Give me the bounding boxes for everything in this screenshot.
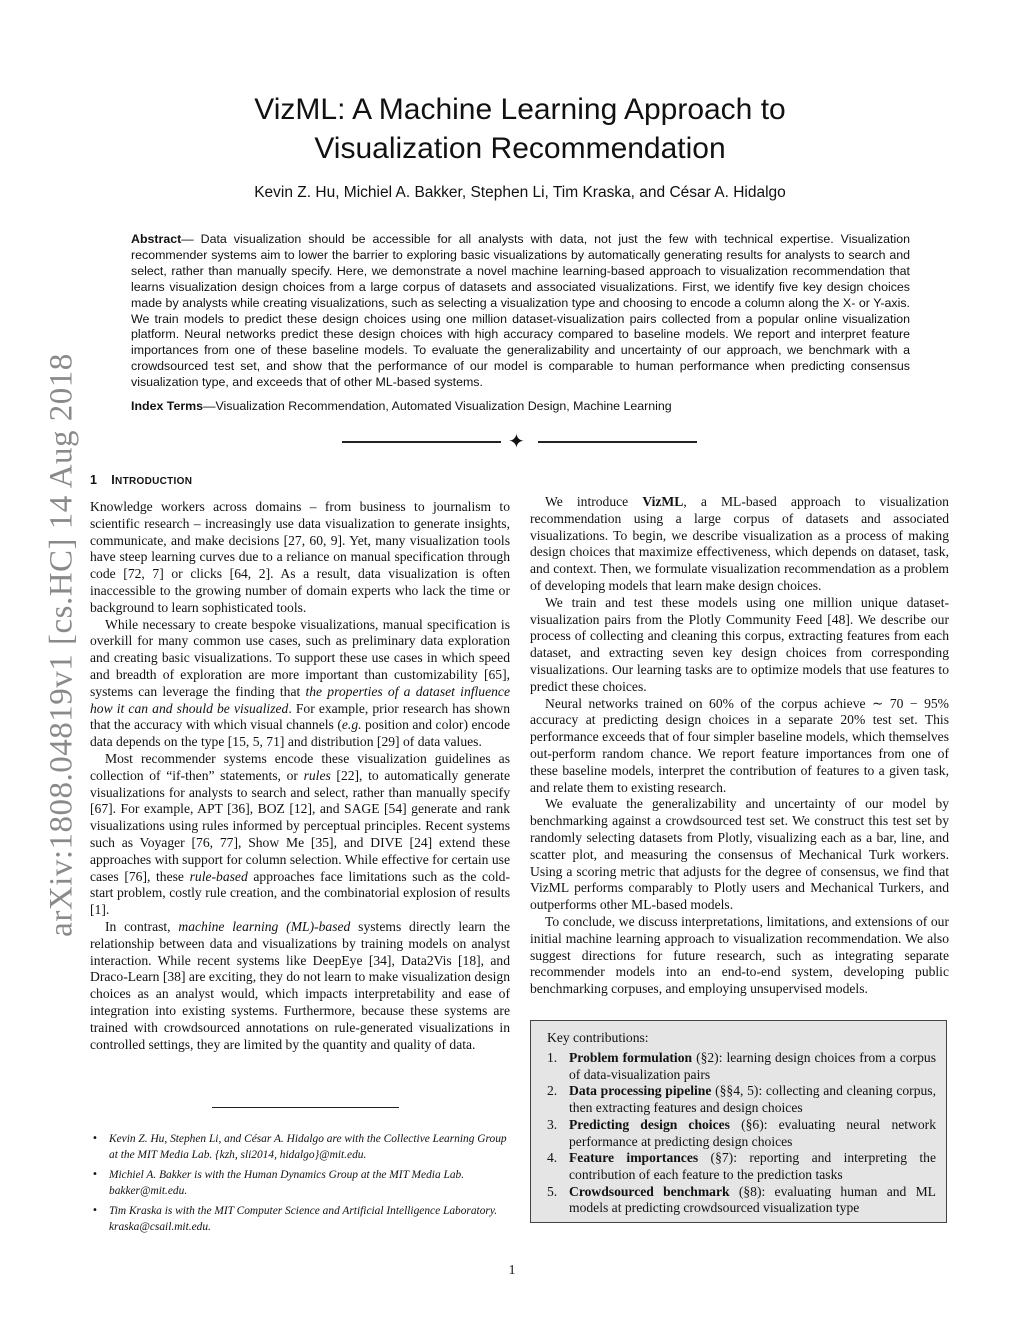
- key-contributions-list: [547, 1050, 936, 1217]
- contribution-text: (§8): evaluating human and ML models at predicting crowdsourced visualization type: [569, 1183, 936, 1216]
- contribution-item: [547, 1184, 936, 1217]
- divider-line-right: [538, 441, 697, 443]
- abstract: [131, 232, 910, 391]
- intro-paragraph-1: Knowledge workers across domains – from business to journalism to scientific research – increasingly use data visualization to generate insights, communicate, and make decisions [27, 60, 9]. Yet, many visualization tools have steep learning curves due to a reliance on manual specification through code [72, 7] or clicks [64, 2]. As a result, data visualization is often inaccessible to the growing number of domain experts who lack the time or background to learn sophisticated tools.: [90, 499, 510, 615]
- right-p1-part-a: We introduce: [545, 494, 643, 509]
- right-paragraph-4: We evaluate the generalizability and uncertainty of our model by benchmarking against a crowdsourced test set. We construct this test set by randomly selecting datasets from Plotly, visualizing each as a bar, line, and scatter plot, and measuring the consensus of Mechanical Turk workers. Using a scoring metric that adjusts for the degree of consensus, we find that VizML performs comparably to Plotly users and Mechanical Turkers, and outperforms other ML-based models.: [530, 796, 949, 913]
- contribution-heading: Problem formulation: [569, 1050, 693, 1065]
- contribution-item: [547, 1083, 936, 1116]
- author-list: Kevin Z. Hu, Michiel A. Bakker, Stephen Li, Tim Kraska, and César A. Hidalgo: [254, 184, 786, 201]
- intro-p2-part-e: position and color) encode data depends on the type [15, 5, 71] and distribution [29] of data values.: [90, 717, 511, 750]
- footnote-text: Michiel A. Bakker is with the Human Dynamics Group at the MIT Media Lab. bakker@mit.edu.: [109, 1169, 465, 1197]
- intro-paragraph-3: [90, 751, 510, 919]
- section-heading-introduction: [90, 473, 510, 487]
- intro-p3-part-e: approaches face limitations such as the cold-start problem, costly rule creation, and the combinatorial explosion of results [1].: [90, 868, 510, 918]
- right-paragraph-2: We train and test these models using one million unique dataset-visualization pairs from the Plotly Community Feed [48]. We describe our process of collecting and cleaning this corpus, extracting features from each dataset, and extracting seven key design choices from corresponding visualizations. Our learning tasks are to optimize models that use features to predict these choices.: [530, 594, 949, 694]
- intro-p3-part-c: [22], to automatically generate visualizations for analysts to search and select, rather than manually specify [67]. For example, APT [36], BOZ [12], and SAGE [54] generate and rank visualizations using rules informed by perceptual principles. Recent systems such as Voyager [76, 77], Show Me [35], and DIVE [24] extend these approaches with support for column selection. While effective for certain use cases [76], these: [90, 767, 510, 884]
- intro-p4-part-c: systems directly learn the relationship between data and visualizations by training models on analyst interaction. While recent systems like DeepEye [34], Data2Vis [18], and Draco-Learn [38] are exciting, they do not learn to make visualization design choices as an analyst would, which impacts interpretability and ease of integration into existing systems. Furthermore, because these systems are trained with crowdsourced annotations on rule-generated visualizations in controlled settings, they are limited by the quantity and quality of data.: [90, 918, 510, 1052]
- contribution-text: (§6): evaluating neural network performance at predicting design choices: [569, 1116, 936, 1149]
- intro-p3-rules: rules: [303, 767, 331, 783]
- footnote-item: [92, 1167, 512, 1199]
- page-number: 1: [508, 1262, 516, 1277]
- contribution-text: (§2): learning design choices from a corpus of data-visualization pairs: [569, 1050, 936, 1082]
- key-contributions-title: Key contributions:: [547, 1030, 649, 1045]
- right-p1-part-c: , a ML-based approach to visualization recommendation using a large corpus of datasets and associated visualizations. To begin, we describe visualization as a process of making design choices that maximize effectiveness, which depends on dataset, task, and context. Then, we formulate visualization recommendation as a problem of developing models that learn make design choices.: [530, 494, 949, 593]
- arxiv-stamp-text: arXiv:1808.04819v1 [cs.HC] 14 Aug 2018: [43, 353, 80, 937]
- contribution-heading: Crowdsourced benchmark: [569, 1183, 730, 1199]
- index-terms-text: —Visualization Recommendation, Automated Visualization Design, Machine Learning: [203, 399, 672, 413]
- footnote-text: Kevin Z. Hu, Stephen Li, and César A. Hidalgo are with the Collective Learning Group at the MIT Media Lab. {kzh, sli2014, hidalgo}@mit.edu.: [109, 1133, 507, 1161]
- bullet-icon: •: [92, 1133, 98, 1144]
- right-column: [530, 494, 949, 998]
- intro-p3-part-a: Most recommender systems encode these visualization guidelines as collection of “if-then” statements, or: [90, 750, 510, 783]
- footnote-item: [92, 1131, 512, 1163]
- contribution-number: 2.: [547, 1083, 558, 1099]
- intro-p2-emphasis: the properties of a dataset influence how it can and should be visualized: [90, 683, 510, 716]
- contribution-heading: Data processing pipeline: [569, 1083, 712, 1099]
- divider-star-icon: ✦: [508, 429, 525, 453]
- intro-p2-eg: e.g.: [341, 717, 362, 733]
- contribution-item: [547, 1050, 936, 1083]
- contribution-text: (§7): reporting and interpreting the contribution of each feature to the prediction tasks: [569, 1150, 936, 1182]
- abstract-text: — Data visualization should be accessible for all analysts with data, not just the few with technical expertise. Visualization recommender systems aim to lower the barrier to exploring basic visualizations by automatically generating results for analysts to search and select, rather than manually specify. Here, we demonstrate a novel machine learning-based approach to visualization recommendation that learns visualization design choices from a large corpus of datasets and associated visualizations. First, we identify five key design choices made by analysts while creating visualizations, such as selecting a visualization type and choosing to encode a column along the X- or Y-axis. We train models to predict these design choices using one million dataset-visualization pairs collected from a popular online visualization platform. Neural networks predict these design choices with high accuracy compared to baseline models. We report and interpret feature importances from one of these baseline models. To evaluate the generalizability and uncertainty of our approach, we benchmark with a crowdsourced test set, and show that the performance of our model is comparable to human performance when predicting consensus visualization type, and exceeds that of other ML-based systems.: [131, 232, 910, 390]
- section-divider: [340, 429, 700, 453]
- index-terms: [131, 399, 910, 413]
- footnotes: [92, 1131, 512, 1239]
- contribution-number: 4.: [547, 1150, 558, 1166]
- contribution-heading: Predicting design choices: [569, 1116, 730, 1132]
- paper-title: [160, 90, 880, 168]
- contribution-text: (§§4, 5): collecting and cleaning corpus, then extracting features and design choices: [569, 1083, 936, 1116]
- divider-line-left: [342, 441, 501, 443]
- section-title-rest: NTRODUCTION: [115, 476, 193, 487]
- intro-paragraph-4: [90, 919, 510, 1053]
- left-column: [90, 473, 510, 1053]
- intro-p2-part-a: While necessary to create bespoke visualizations, manual specification is overkill for many common use cases, such as preliminary data exploration and creating basic visualizations. To support these use cases in which speed and breadth of exploration are more important than customizability [65], systems can leverage the finding that: [90, 616, 510, 699]
- right-paragraph-5: To conclude, we discuss interpretations, limitations, and extensions of our initial machine learning approach to visualization recommendation. We also suggest directions for future research, such as integrating separate recommender models into an end-to-end system, developing public benchmarking corpuses, and employing unsupervised models.: [530, 913, 949, 997]
- abstract-label: Abstract: [131, 232, 182, 246]
- footnote-rule: [212, 1107, 399, 1108]
- right-paragraph-1: [530, 494, 949, 595]
- contribution-item: [547, 1117, 936, 1150]
- contribution-item: [547, 1150, 936, 1183]
- title-line-1: VizML: A Machine Learning Approach to: [254, 93, 786, 126]
- bullet-icon: •: [92, 1205, 98, 1216]
- intro-paragraph-2: [90, 617, 510, 751]
- contribution-number: 1.: [547, 1050, 558, 1065]
- intro-p4-ml-based: machine learning (ML)-based: [178, 918, 351, 934]
- bullet-icon: •: [92, 1169, 98, 1180]
- footnote-item: [92, 1203, 512, 1235]
- contribution-number: 5.: [547, 1183, 558, 1199]
- intro-p4-part-a: In contrast,: [105, 918, 179, 934]
- index-terms-label: Index Terms: [131, 399, 204, 413]
- intro-p2-part-c: . For example, prior research has shown that the accuracy with which visual channels (: [90, 700, 511, 733]
- key-contributions-box: [530, 1020, 947, 1223]
- contribution-number: 3.: [547, 1116, 558, 1132]
- contribution-heading: Feature importances: [569, 1150, 699, 1166]
- section-number: 1: [90, 473, 98, 487]
- title-line-2: Visualization Recommendation: [314, 132, 726, 165]
- section-title-initial: I: [111, 473, 116, 487]
- intro-p3-rule-based: rule-based: [189, 868, 248, 884]
- vizml-name: VizML: [642, 494, 684, 509]
- right-paragraph-3: Neural networks trained on 60% of the corpus achieve ∼ 70 − 95% accuracy at predicting design choices in a separate 20% test set. This performance exceeds that of four simpler baseline models, which themselves out-perform random chance. We report feature importances from one of these baseline models, interpret the contribution of features to a given task, and relate them to existing research.: [530, 695, 949, 795]
- footnote-text: Tim Kraska is with the MIT Computer Science and Artificial Intelligence Laboratory. kraska@csail.mit.edu.: [109, 1205, 498, 1233]
